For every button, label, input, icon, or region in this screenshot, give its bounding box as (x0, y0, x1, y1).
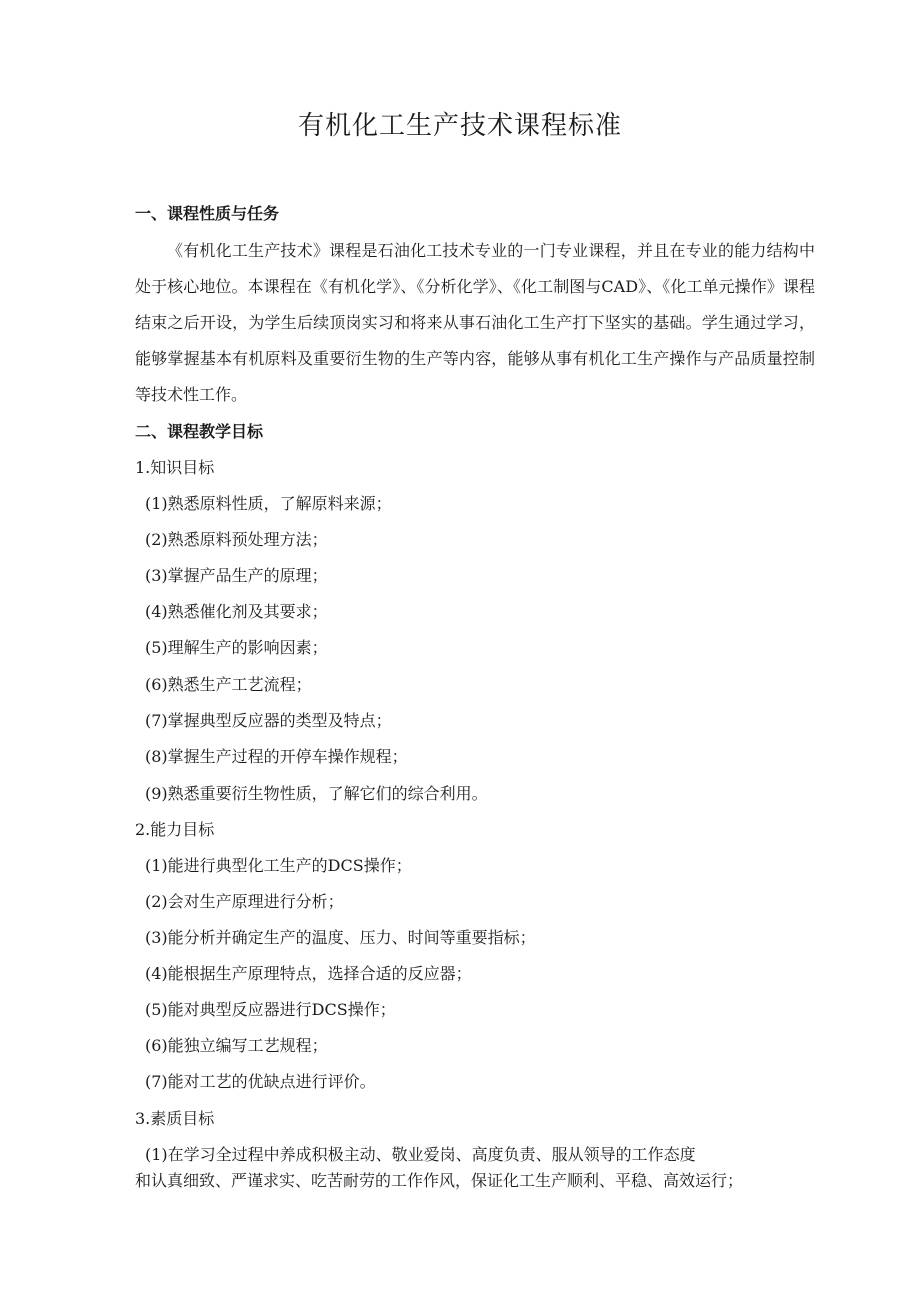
document-title: 有机化工生产技术课程标准 (297, 111, 622, 141)
list-item: (7)掌握典型反应器的类型及特点； (145, 711, 392, 730)
list-item: (4)能根据生产原理特点，选择合适的反应器； (145, 964, 472, 983)
list-item: (2)熟悉原料预处理方法； (145, 530, 328, 549)
list-item: (8)掌握生产过程的开停车操作规程； (145, 747, 408, 766)
list-item: (9)熟悉重要衍生物性质，了解它们的综合利用。 (145, 784, 488, 803)
list-item: (1)熟悉原料性质，了解原料来源； (145, 494, 392, 513)
subsection-label-knowledge: 1.知识目标 (135, 458, 215, 477)
list-item: (6)熟悉生产工艺流程； (145, 675, 312, 694)
list-item: (6)能独立编写工艺规程； (145, 1036, 328, 1055)
subsection-label-quality: 3.素质目标 (135, 1109, 215, 1128)
list-item: (3)掌握产品生产的原理； (145, 566, 328, 585)
subsection-label-ability: 2.能力目标 (135, 820, 215, 839)
list-item: (4)熟悉催化剂及其要求； (145, 602, 328, 621)
section-paragraph-nature-task: 《有机化工生产技术》课程是石油化工技术专业的一门专业课程，并且在专业的能力结构中处于核心地位。本课程在《有机化学》、《分析化学》、《化工制图与CAD》、《化工单元操作》课程结束之后开设，为学生后续顶岗实习和将来从事石油化工生产打下坚实的基础。学生通过学习，能够掌握基本有机原料及重要衍生物的生产等内容，能够从事有机化工生产操作与产品质量控制等技术性工作。 (135, 241, 815, 404)
section-heading-teaching-goals: 二、课程教学目标 (135, 422, 264, 441)
list-item: (1)能进行典型化工生产的DCS操作； (145, 856, 412, 875)
list-item: (5)理解生产的影响因素； (145, 638, 328, 657)
list-item: (3)能分析并确定生产的温度、压力、时间等重要指标； (145, 928, 536, 947)
list-item: (5)能对典型反应器进行DCS操作； (145, 1000, 396, 1019)
section-heading-nature-task: 一、课程性质与任务 (135, 204, 280, 223)
list-item: (2)会对生产原理进行分析； (145, 892, 344, 911)
list-item: (7)能对工艺的优缺点进行评价。 (145, 1072, 376, 1091)
list-item: (1)在学习全过程中养成积极主动、敬业爱岗、高度负责、服从领导的工作态度 (145, 1145, 696, 1164)
list-item-continuation: 和认真细致、严谨求实、吃苦耐劳的工作作风，保证化工生产顺利、平稳、高效运行； (135, 1171, 744, 1190)
